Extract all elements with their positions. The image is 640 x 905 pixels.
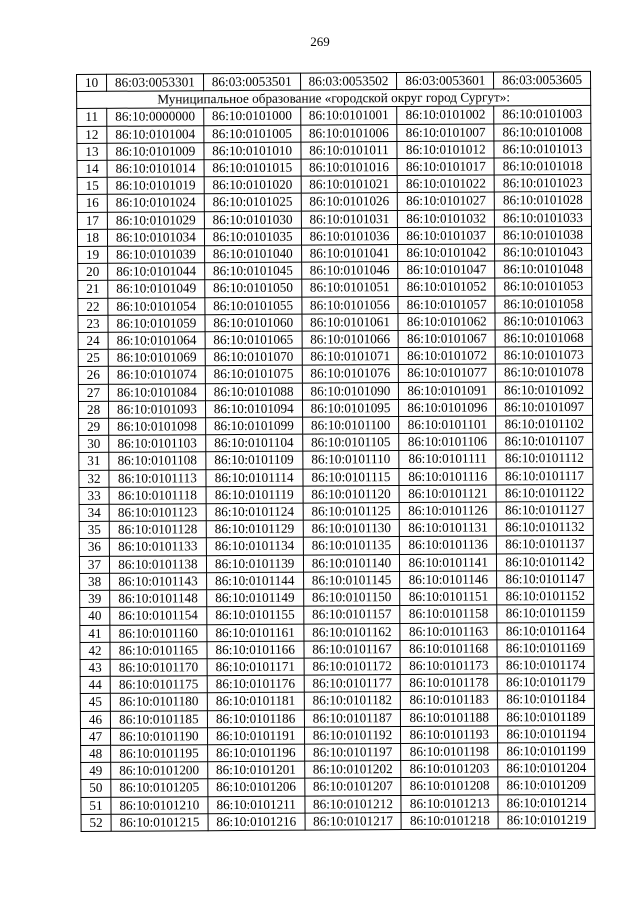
row-number: 45 <box>80 694 110 711</box>
cadastral-code-cell: 86:10:0101039 <box>108 246 205 264</box>
cadastral-code-cell: 86:10:0101185 <box>110 710 207 728</box>
cadastral-code-cell: 86:10:0101175 <box>110 676 207 694</box>
cadastral-code-cell: 86:10:0101141 <box>400 554 497 572</box>
cadastral-code-cell: 86:10:0101031 <box>301 210 398 228</box>
cadastral-code-cell: 86:10:0101074 <box>108 366 205 384</box>
cadastral-code-cell: 86:10:0101072 <box>399 347 496 365</box>
cadastral-code-cell: 86:10:0101146 <box>400 571 497 589</box>
cadastral-code-cell: 86:10:0101010 <box>204 142 301 160</box>
cadastral-code-cell: 86:10:0101092 <box>496 381 593 399</box>
cadastral-code-cell: 86:10:0101114 <box>206 469 303 487</box>
row-number: 38 <box>80 573 110 590</box>
row-number: 34 <box>79 504 109 521</box>
cadastral-code-cell: 86:10:0000000 <box>107 108 204 126</box>
cadastral-code-cell: 86:10:0101034 <box>107 229 204 247</box>
cadastral-code-cell: 86:10:0101149 <box>206 589 303 607</box>
cadastral-code-cell: 86:10:0101192 <box>304 726 401 744</box>
cadastral-code-cell: 86:10:0101136 <box>400 536 497 554</box>
cadastral-code-cell: 86:10:0101128 <box>109 521 206 539</box>
cadastral-code-cell: 86:10:0101000 <box>204 108 301 126</box>
row-number: 42 <box>80 642 110 659</box>
cadastral-code-cell: 86:10:0101168 <box>400 640 497 658</box>
cadastral-code-cell: 86:10:0101104 <box>206 434 303 452</box>
cadastral-code-cell: 86:10:0101094 <box>205 400 302 418</box>
cadastral-code-cell: 86:10:0101006 <box>300 124 397 142</box>
row-number: 49 <box>81 762 111 779</box>
row-number: 11 <box>77 109 107 126</box>
row-number: 52 <box>81 814 111 831</box>
cadastral-code-cell: 86:10:0101073 <box>495 347 592 365</box>
cadastral-code-cell: 86:10:0101112 <box>496 450 593 468</box>
cadastral-code-cell: 86:10:0101161 <box>207 624 304 642</box>
cadastral-code-cell: 86:10:0101208 <box>401 777 498 795</box>
cadastral-code-cell: 86:10:0101068 <box>495 329 592 347</box>
cadastral-code-cell: 86:10:0101047 <box>398 261 495 279</box>
cadastral-code-cell: 86:10:0101151 <box>400 588 497 606</box>
cadastral-code-cell: 86:10:0101152 <box>497 587 594 605</box>
cadastral-code-cell: 86:10:0101066 <box>302 331 399 349</box>
table-row <box>81 811 595 831</box>
cadastral-code-cell: 86:10:0101077 <box>399 364 496 382</box>
cadastral-code-cell: 86:10:0101054 <box>108 297 205 315</box>
cadastral-code-cell: 86:10:0101195 <box>111 745 208 763</box>
cadastral-code-cell: 86:10:0101111 <box>399 450 496 468</box>
row-number: 15 <box>77 178 107 195</box>
cadastral-code-cell: 86:10:0101004 <box>107 125 204 143</box>
cadastral-code-cell: 86:10:0101204 <box>498 759 595 777</box>
cadastral-code-cell: 86:10:0101027 <box>398 192 495 210</box>
cadastral-code-cell: 86:10:0101075 <box>205 366 302 384</box>
cadastral-code-cell: 86:10:0101210 <box>111 796 208 814</box>
cadastral-code-cell: 86:10:0101065 <box>205 331 302 349</box>
cadastral-code-cell: 86:10:0101140 <box>303 554 400 572</box>
cadastral-code-cell: 86:10:0101045 <box>204 262 301 280</box>
cadastral-code-cell: 86:10:0101178 <box>401 674 498 692</box>
cadastral-code-cell: 86:10:0101060 <box>205 314 302 332</box>
cadastral-code-cell: 86:10:0101051 <box>301 279 398 297</box>
cadastral-code-cell: 86:10:0101001 <box>300 107 397 125</box>
row-number: 36 <box>79 539 109 556</box>
row-number: 13 <box>77 143 107 160</box>
row-number: 47 <box>80 728 110 745</box>
cadastral-code-cell: 86:10:0101022 <box>398 175 495 193</box>
cadastral-code-cell: 86:10:0101105 <box>302 434 399 452</box>
cadastral-code-cell: 86:10:0101084 <box>108 383 205 401</box>
row-number: 44 <box>80 676 110 693</box>
cadastral-code-cell: 86:10:0101135 <box>303 537 400 555</box>
cadastral-code-cell: 86:10:0101209 <box>498 777 595 795</box>
row-number: 32 <box>79 470 109 487</box>
cadastral-code-cell: 86:10:0101091 <box>399 382 496 400</box>
row-number: 39 <box>80 590 110 607</box>
cadastral-code-cell: 86:10:0101097 <box>496 398 593 416</box>
cadastral-code-cell: 86:10:0101120 <box>303 485 400 503</box>
cadastral-code-cell: 86:10:0101015 <box>204 159 301 177</box>
cadastral-code-cell: 86:10:0101193 <box>401 726 498 744</box>
cadastral-code-cell: 86:10:0101144 <box>206 572 303 590</box>
cadastral-code-cell: 86:10:0101172 <box>304 657 401 675</box>
row-number: 35 <box>79 522 109 539</box>
cadastral-code-cell: 86:10:0101155 <box>207 606 304 624</box>
cadastral-code-cell: 86:10:0101205 <box>111 779 208 797</box>
cadastral-code-cell: 86:10:0101166 <box>207 641 304 659</box>
cadastral-code-cell: 86:10:0101061 <box>302 313 399 331</box>
cadastral-code-cell: 86:03:0053501 <box>203 73 300 91</box>
cadastral-code-cell: 86:10:0101059 <box>108 315 205 333</box>
cadastral-code-cell: 86:10:0101143 <box>110 573 207 591</box>
cadastral-code-cell: 86:10:0101129 <box>206 520 303 538</box>
cadastral-code-cell: 86:10:0101062 <box>398 313 495 331</box>
cadastral-code-cell: 86:10:0101106 <box>399 433 496 451</box>
cadastral-code-cell: 86:03:0053502 <box>300 73 397 91</box>
cadastral-code-cell: 86:10:0101202 <box>304 761 401 779</box>
cadastral-code-cell: 86:10:0101200 <box>111 762 208 780</box>
cadastral-code-cell: 86:10:0101123 <box>109 504 206 522</box>
cadastral-code-cell: 86:10:0101009 <box>107 143 204 161</box>
cadastral-code-cell: 86:10:0101169 <box>497 639 594 657</box>
cadastral-code-cell: 86:10:0101187 <box>304 709 401 727</box>
cadastral-code-cell: 86:10:0101101 <box>399 416 496 434</box>
row-number: 17 <box>77 212 107 229</box>
cadastral-code-cell: 86:10:0101150 <box>303 589 400 607</box>
cadastral-code-cell: 86:10:0101048 <box>495 261 592 279</box>
cadastral-code-cell: 86:10:0101118 <box>109 487 206 505</box>
row-number: 48 <box>81 745 111 762</box>
cadastral-code-cell: 86:10:0101163 <box>400 622 497 640</box>
row-number: 30 <box>79 436 109 453</box>
cadastral-code-cell: 86:10:0101044 <box>108 263 205 281</box>
cadastral-code-cell: 86:10:0101052 <box>398 278 495 296</box>
cadastral-code-cell: 86:10:0101180 <box>110 693 207 711</box>
cadastral-code-cell: 86:10:0101018 <box>494 157 591 175</box>
cadastral-code-cell: 86:10:0101002 <box>397 106 494 124</box>
cadastral-code-cell: 86:10:0101170 <box>110 659 207 677</box>
cadastral-code-cell: 86:10:0101139 <box>206 555 303 573</box>
row-number: 51 <box>81 797 111 814</box>
cadastral-code-cell: 86:10:0101173 <box>400 657 497 675</box>
cadastral-code-cell: 86:10:0101070 <box>205 348 302 366</box>
cadastral-code-cell: 86:10:0101042 <box>398 244 495 262</box>
cadastral-code-cell: 86:10:0101131 <box>400 519 497 537</box>
row-number: 43 <box>80 659 110 676</box>
cadastral-code-cell: 86:10:0101056 <box>301 296 398 314</box>
row-number: 26 <box>78 367 108 384</box>
row-number: 19 <box>78 246 108 263</box>
cadastral-code-cell: 86:10:0101132 <box>496 519 593 537</box>
cadastral-code-cell: 86:10:0101103 <box>109 435 206 453</box>
cadastral-code-cell: 86:10:0101218 <box>401 812 498 830</box>
cadastral-code-cell: 86:10:0101186 <box>207 710 304 728</box>
cadastral-code-cell: 86:10:0101183 <box>401 691 498 709</box>
cadastral-code-cell: 86:10:0101024 <box>107 194 204 212</box>
cadastral-code-cell: 86:10:0101011 <box>301 141 398 159</box>
cadastral-code-cell: 86:10:0101117 <box>496 467 593 485</box>
cadastral-code-cell: 86:10:0101182 <box>304 692 401 710</box>
cadastral-code-cell: 86:10:0101050 <box>205 280 302 298</box>
row-number: 10 <box>77 74 107 91</box>
cadastral-code-cell: 86:10:0101148 <box>110 590 207 608</box>
cadastral-code-cell: 86:10:0101055 <box>205 297 302 315</box>
row-number: 50 <box>81 780 111 797</box>
cadastral-code-cell: 86:10:0101107 <box>496 433 593 451</box>
row-number: 16 <box>77 195 107 212</box>
cadastral-code-cell: 86:10:0101049 <box>108 280 205 298</box>
section-title: Муниципальное образование «городской округ город Сургут»: <box>77 89 591 109</box>
cadastral-code-cell: 86:10:0101110 <box>302 451 399 469</box>
row-number: 14 <box>77 160 107 177</box>
row-number: 31 <box>79 453 109 470</box>
cadastral-code-cell: 86:10:0101216 <box>208 813 305 831</box>
cadastral-code-cell: 86:10:0101057 <box>398 296 495 314</box>
cadastral-code-cell: 86:10:0101019 <box>107 177 204 195</box>
cadastral-code-cell: 86:10:0101203 <box>401 760 498 778</box>
cadastral-code-cell: 86:10:0101145 <box>303 571 400 589</box>
cadastral-code-cell: 86:10:0101008 <box>494 123 591 141</box>
cadastral-code-cell: 86:10:0101179 <box>497 673 594 691</box>
cadastral-code-cell: 86:03:0053605 <box>494 71 591 89</box>
cadastral-code-cell: 86:10:0101013 <box>494 140 591 158</box>
cadastral-code-cell: 86:10:0101040 <box>204 245 301 263</box>
cadastral-code-cell: 86:10:0101043 <box>495 243 592 261</box>
cadastral-code-cell: 86:10:0101025 <box>204 194 301 212</box>
row-number: 41 <box>80 625 110 642</box>
row-number: 22 <box>78 298 108 315</box>
cadastral-code-cell: 86:10:0101198 <box>401 743 498 761</box>
cadastral-code-cell: 86:10:0101157 <box>303 606 400 624</box>
row-number: 21 <box>78 281 108 298</box>
cadastral-code-cell: 86:10:0101017 <box>397 158 494 176</box>
cadastral-code-cell: 86:10:0101108 <box>109 452 206 470</box>
cadastral-code-cell: 86:10:0101181 <box>207 692 304 710</box>
cadastral-code-cell: 86:10:0101020 <box>204 176 301 194</box>
cadastral-code-cell: 86:10:0101207 <box>304 778 401 796</box>
cadastral-code-cell: 86:10:0101127 <box>496 501 593 519</box>
cadastral-code-cell: 86:10:0101190 <box>110 727 207 745</box>
cadastral-code-cell: 86:10:0101217 <box>305 812 402 830</box>
cadastral-code-cell: 86:10:0101076 <box>302 365 399 383</box>
cadastral-code-cell: 86:10:0101167 <box>304 640 401 658</box>
row-number: 46 <box>80 711 110 728</box>
cadastral-code-cell: 86:03:0053601 <box>397 72 494 90</box>
cadastral-code-cell: 86:10:0101037 <box>398 227 495 245</box>
cadastral-code-cell: 86:10:0101201 <box>208 761 305 779</box>
cadastral-table <box>76 71 596 832</box>
cadastral-code-cell: 86:10:0101078 <box>495 364 592 382</box>
cadastral-code-cell: 86:10:0101137 <box>497 536 594 554</box>
cadastral-code-cell: 86:10:0101194 <box>498 725 595 743</box>
cadastral-code-cell: 86:10:0101036 <box>301 227 398 245</box>
row-number: 12 <box>77 126 107 143</box>
cadastral-code-cell: 86:10:0101095 <box>302 399 399 417</box>
cadastral-code-cell: 86:10:0101113 <box>109 469 206 487</box>
cadastral-code-cell: 86:10:0101063 <box>495 312 592 330</box>
cadastral-code-cell: 86:10:0101191 <box>207 727 304 745</box>
cadastral-code-cell: 86:10:0101030 <box>204 211 301 229</box>
cadastral-code-cell: 86:10:0101133 <box>109 538 206 556</box>
cadastral-code-cell: 86:10:0101007 <box>397 124 494 142</box>
cadastral-code-cell: 86:10:0101176 <box>207 675 304 693</box>
cadastral-code-cell: 86:10:0101121 <box>399 485 496 503</box>
cadastral-code-cell: 86:10:0101211 <box>208 796 305 814</box>
cadastral-code-cell: 86:10:0101058 <box>495 295 592 313</box>
row-number: 24 <box>78 332 108 349</box>
row-number: 27 <box>78 384 108 401</box>
cadastral-code-cell: 86:10:0101125 <box>303 503 400 521</box>
cadastral-code-cell: 86:10:0101029 <box>107 211 204 229</box>
cadastral-code-cell: 86:10:0101102 <box>496 415 593 433</box>
cadastral-code-cell: 86:10:0101213 <box>401 794 498 812</box>
cadastral-code-cell: 86:10:0101154 <box>110 607 207 625</box>
cadastral-code-cell: 86:10:0101116 <box>399 468 496 486</box>
cadastral-code-cell: 86:10:0101196 <box>207 744 304 762</box>
cadastral-code-cell: 86:10:0101126 <box>400 502 497 520</box>
cadastral-code-cell: 86:10:0101214 <box>498 794 595 812</box>
cadastral-code-cell: 86:10:0101041 <box>301 245 398 263</box>
row-number: 29 <box>79 418 109 435</box>
cadastral-code-cell: 86:10:0101069 <box>108 349 205 367</box>
cadastral-code-cell: 86:10:0101099 <box>205 417 302 435</box>
row-number: 18 <box>77 229 107 246</box>
cadastral-code-cell: 86:10:0101197 <box>304 743 401 761</box>
cadastral-code-cell: 86:10:0101098 <box>109 418 206 436</box>
cadastral-code-cell: 86:10:0101165 <box>110 641 207 659</box>
cadastral-code-cell: 86:10:0101100 <box>302 417 399 435</box>
cadastral-code-cell: 86:10:0101215 <box>111 813 208 831</box>
cadastral-code-cell: 86:10:0101012 <box>397 141 494 159</box>
cadastral-code-cell: 86:10:0101032 <box>398 210 495 228</box>
cadastral-code-cell: 86:10:0101096 <box>399 399 496 417</box>
cadastral-code-cell: 86:10:0101134 <box>206 538 303 556</box>
cadastral-code-cell: 86:10:0101188 <box>401 708 498 726</box>
cadastral-code-cell: 86:10:0101071 <box>302 348 399 366</box>
cadastral-code-cell: 86:10:0101115 <box>303 468 400 486</box>
cadastral-code-cell: 86:10:0101124 <box>206 503 303 521</box>
cadastral-code-cell: 86:10:0101164 <box>497 622 594 640</box>
cadastral-code-cell: 86:10:0101067 <box>398 330 495 348</box>
cadastral-code-cell: 86:10:0101090 <box>302 382 399 400</box>
cadastral-code-cell: 86:10:0101199 <box>498 742 595 760</box>
row-number: 20 <box>78 264 108 281</box>
cadastral-code-cell: 86:10:0101158 <box>400 605 497 623</box>
cadastral-code-cell: 86:10:0101033 <box>495 209 592 227</box>
cadastral-code-cell: 86:10:0101038 <box>495 226 592 244</box>
cadastral-code-cell: 86:10:0101093 <box>108 401 205 419</box>
cadastral-code-cell: 86:10:0101046 <box>301 262 398 280</box>
cadastral-code-cell: 86:10:0101160 <box>110 624 207 642</box>
cadastral-code-cell: 86:10:0101184 <box>497 691 594 709</box>
cadastral-code-cell: 86:10:0101177 <box>304 675 401 693</box>
cadastral-code-cell: 86:10:0101109 <box>206 452 303 470</box>
row-number: 40 <box>80 608 110 625</box>
cadastral-code-cell: 86:10:0101088 <box>205 383 302 401</box>
cadastral-code-cell: 86:10:0101021 <box>301 176 398 194</box>
cadastral-code-cell: 86:10:0101147 <box>497 570 594 588</box>
cadastral-code-cell: 86:10:0101189 <box>498 708 595 726</box>
cadastral-code-cell: 86:10:0101053 <box>495 278 592 296</box>
cadastral-code-cell: 86:10:0101130 <box>303 520 400 538</box>
cadastral-code-cell: 86:10:0101142 <box>497 553 594 571</box>
cadastral-code-cell: 86:10:0101219 <box>498 811 595 829</box>
cadastral-code-cell: 86:10:0101138 <box>109 555 206 573</box>
cadastral-code-cell: 86:10:0101003 <box>494 106 591 124</box>
cadastral-code-cell: 86:10:0101171 <box>207 658 304 676</box>
row-number: 33 <box>79 487 109 504</box>
cadastral-code-cell: 86:10:0101035 <box>204 228 301 246</box>
row-number: 37 <box>79 556 109 573</box>
cadastral-code-cell: 86:10:0101026 <box>301 193 398 211</box>
cadastral-code-cell: 86:10:0101014 <box>107 160 204 178</box>
cadastral-code-cell: 86:10:0101159 <box>497 605 594 623</box>
cadastral-code-cell: 86:10:0101016 <box>301 159 398 177</box>
cadastral-code-cell: 86:10:0101005 <box>204 125 301 143</box>
row-number: 28 <box>78 401 108 418</box>
cadastral-code-cell: 86:10:0101119 <box>206 486 303 504</box>
cadastral-code-cell: 86:10:0101028 <box>494 192 591 210</box>
cadastral-code-cell: 86:10:0101212 <box>305 795 402 813</box>
cadastral-code-cell: 86:10:0101064 <box>108 332 205 350</box>
cadastral-code-cell: 86:10:0101162 <box>303 623 400 641</box>
cadastral-code-cell: 86:10:0101122 <box>496 484 593 502</box>
row-number: 25 <box>78 350 108 367</box>
cadastral-code-cell: 86:10:0101023 <box>494 175 591 193</box>
page-number: 269 <box>310 34 330 49</box>
row-number: 23 <box>78 315 108 332</box>
cadastral-code-cell: 86:10:0101206 <box>208 778 305 796</box>
cadastral-code-cell: 86:10:0101174 <box>497 656 594 674</box>
cadastral-code-cell: 86:03:0053301 <box>107 74 204 92</box>
